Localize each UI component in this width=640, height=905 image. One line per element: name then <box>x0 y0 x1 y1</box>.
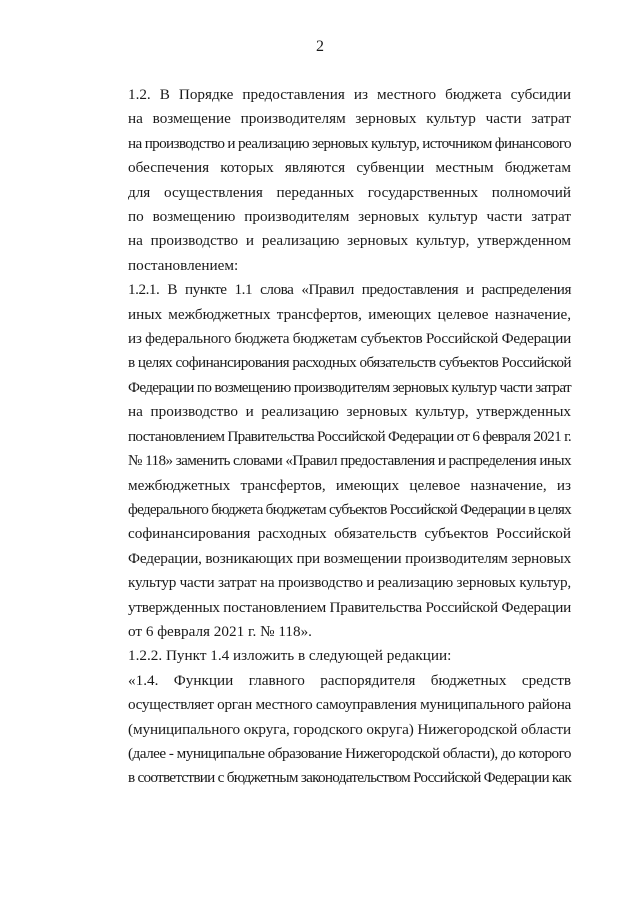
paragraph-1-2-1 <box>91 278 571 644</box>
text-line: Федерации по возмещению производителям зерновых культур части затрат <box>128 378 571 396</box>
paragraph-1-2-2 <box>91 644 571 668</box>
text-line: постановлением Правительства Российской Федерации от 6 февраля 2021 г. <box>128 427 571 445</box>
text-line: постановлением: <box>128 256 239 274</box>
text-line: осуществляет орган местного самоуправления муниципального района <box>128 696 571 714</box>
text-line: на производство и реализацию зерновых культур, утвержденных <box>128 403 571 421</box>
text-line: софинансирования расходных обязательств субъектов Российской <box>128 525 571 543</box>
text-line: на возмещение производителям зерновых культур части затрат <box>128 110 571 128</box>
document-body <box>91 83 571 791</box>
text-line: 1.2. В Порядке предоставления из местного бюджета субсидии <box>128 86 571 103</box>
text-line: федерального бюджета бюджетам субъектов Российской Федерации в целях <box>128 500 571 518</box>
text-line: 1.2.1. В пункте 1.1 слова «Правил предоставления и распределения <box>128 281 571 299</box>
text-line: на производство и реализацию зерновых культур, утвержденном <box>128 232 571 250</box>
text-line: от 6 февраля 2021 г. № 118». <box>128 622 312 640</box>
paragraph-1-4-quote <box>91 669 571 791</box>
text-line: иных межбюджетных трансфертов, имеющих целевое назначение, <box>128 305 571 323</box>
text-line: на производство и реализацию зерновых культур, источником финансового <box>128 134 571 152</box>
text-line: обеспечения которых являются субвенции местным бюджетам <box>128 159 571 177</box>
text-line: в соответствии с бюджетным законодательством Российской Федерации как <box>128 769 571 787</box>
text-line: (далее - муниципальне образование Нижегородской области), до которого <box>128 744 571 762</box>
text-line: межбюджетных трансфертов, имеющих целевое назначение, из <box>128 476 571 494</box>
page-number: 2 <box>316 38 324 55</box>
text-line: по возмещению производителям зерновых культур части затрат <box>128 208 571 226</box>
text-line: № 118» заменить словами «Правил предоставления и распределения иных <box>128 452 571 470</box>
text-line: Федерации, возникающих при возмещении производителям зерновых <box>128 549 571 567</box>
text-line: 1.2.2. Пункт 1.4 изложить в следующей редакции: <box>128 647 452 665</box>
text-line: из федерального бюджета бюджетам субъектов Российской Федерации <box>128 330 571 348</box>
text-line: (муниципального округа, городского округа) Нижегородской области <box>128 720 571 738</box>
text-line: «1.4. Функции главного распорядителя бюджетных средств <box>128 671 571 689</box>
paragraph-1-2 <box>91 83 571 278</box>
text-line: утвержденных постановлением Правительства Российской Федерации <box>128 598 571 616</box>
text-line: в целях софинансирования расходных обязательств субъектов Российской <box>128 354 571 372</box>
text-line: культур части затрат на производство и реализацию зерновых культур, <box>128 574 571 592</box>
text-line: для осуществления переданных государственных полномочий <box>128 183 571 201</box>
